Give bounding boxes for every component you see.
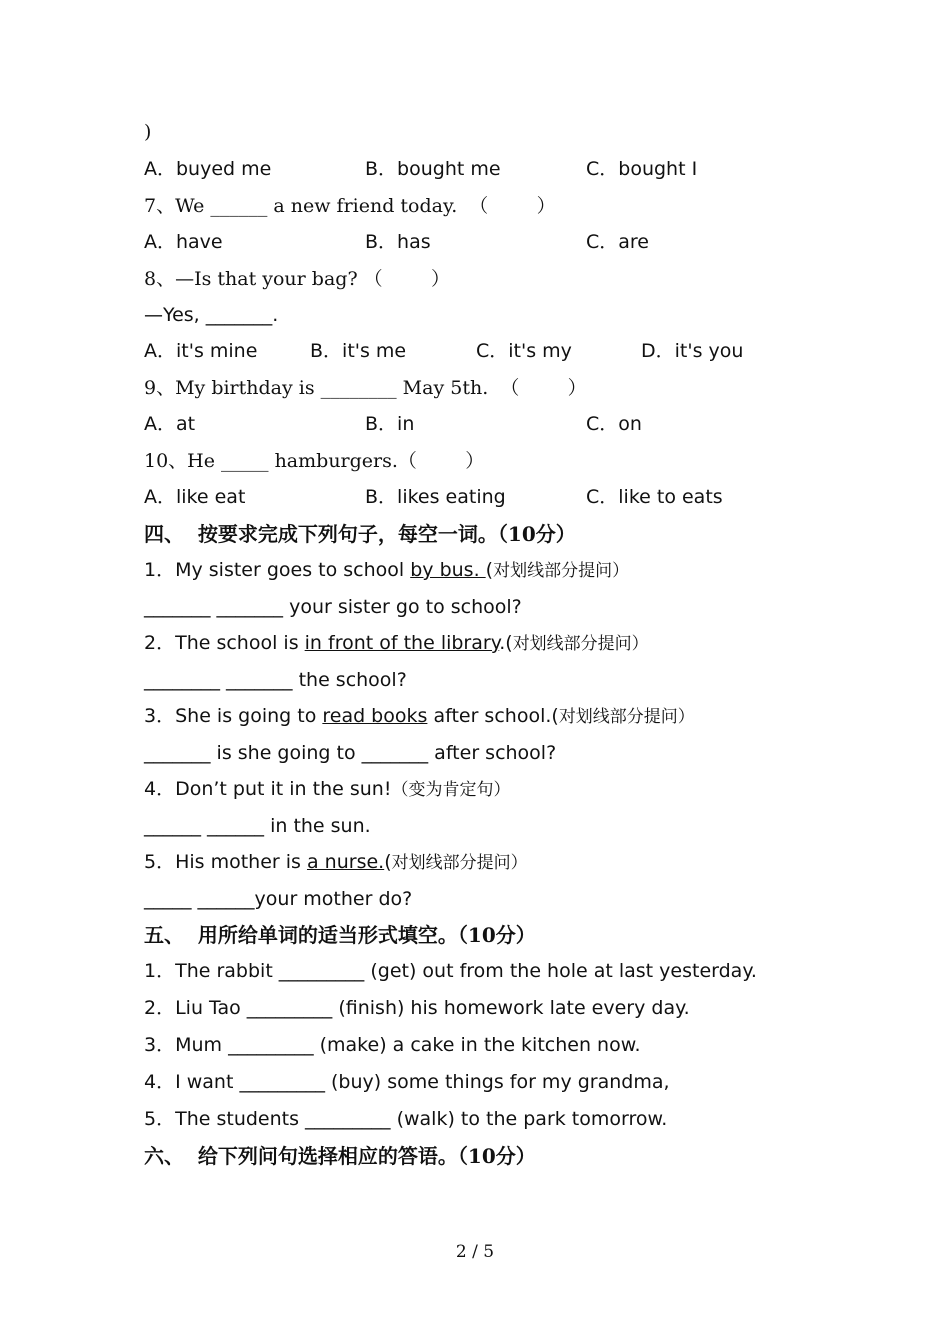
- page-number: 2 / 5: [455, 1242, 495, 1262]
- q9-option-a[interactable]: A．at: [144, 413, 196, 435]
- q8-option-a[interactable]: A．it's mine: [144, 340, 258, 362]
- s4-item-2: 2．The school is in front of the library.(对划线部分提问）: [144, 632, 649, 654]
- q10-option-b[interactable]: B．likes eating: [365, 486, 506, 508]
- q7-question: 7、We ______ a new friend today. （ ）: [144, 195, 556, 217]
- s5-item-2[interactable]: 2．Liu Tao _________ (finish) his homework late every day.: [144, 997, 690, 1019]
- q7-option-c[interactable]: C．are: [586, 231, 649, 253]
- q8-question: 8、—Is that your bag? （ ）: [144, 268, 450, 290]
- s4-item-4: 4．Don’t put it in the sun!（变为肯定句）: [144, 778, 511, 800]
- q8-answer-line: —Yes, _______.: [144, 304, 279, 326]
- section5-heading: 五、 用所给单词的适当形式填空。（10分）: [144, 923, 536, 947]
- q9-option-c[interactable]: C．on: [586, 413, 642, 435]
- underlined-phrase: read books: [322, 705, 428, 727]
- s5-item-1[interactable]: 1．The rabbit _________ (get) out from the hole at last yesterday.: [144, 960, 757, 982]
- q7-option-a[interactable]: A．have: [144, 231, 223, 253]
- s4-item-3-answer[interactable]: _______ is she going to _______ after school?: [144, 742, 557, 764]
- q10-option-c[interactable]: C．like to eats: [586, 486, 723, 508]
- q9-question: 9、My birthday is ________ May 5th. （ ）: [144, 377, 587, 399]
- underlined-phrase: a nurse.: [306, 851, 385, 873]
- q6-paren-close: ): [144, 121, 152, 143]
- q9-option-b[interactable]: B．in: [365, 413, 415, 435]
- q8-option-b[interactable]: B．it's me: [310, 340, 407, 362]
- s4-item-5-answer[interactable]: _____ ______your mother do?: [144, 888, 413, 910]
- q10-option-a[interactable]: A．like eat: [144, 486, 246, 508]
- s5-item-5[interactable]: 5．The students _________ (walk) to the park tomorrow.: [144, 1108, 668, 1130]
- q7-option-b[interactable]: B．has: [365, 231, 431, 253]
- section6-heading: 六、 给下列问句选择相应的答语。（10分）: [144, 1144, 536, 1168]
- q6-option-c[interactable]: C．bought I: [586, 158, 698, 180]
- underlined-phrase: by bus.: [410, 559, 486, 581]
- s5-item-3[interactable]: 3．Mum _________ (make) a cake in the kitchen now.: [144, 1034, 641, 1056]
- s5-item-4[interactable]: 4．I want _________ (buy) some things for my grandma,: [144, 1071, 670, 1093]
- q10-question: 10、He _____ hamburgers.（ ）: [144, 450, 485, 472]
- s4-item-1: 1．My sister goes to school by bus. (对划线部分提问）: [144, 559, 630, 581]
- section4-heading: 四、 按要求完成下列句子，每空一词。（10分）: [144, 522, 576, 546]
- q6-option-b[interactable]: B．bought me: [365, 158, 501, 180]
- s4-item-4-answer[interactable]: ______ ______ in the sun.: [144, 815, 371, 837]
- q8-option-c[interactable]: C．it's my: [476, 340, 572, 362]
- q6-option-a[interactable]: A．buyed me: [144, 158, 272, 180]
- s4-item-1-answer[interactable]: _______ _______ your sister go to school?: [144, 596, 522, 618]
- underlined-phrase: in front of the library: [304, 632, 500, 654]
- s4-item-2-answer[interactable]: ________ _______ the school?: [144, 669, 407, 691]
- s4-item-5: 5．His mother is a nurse.(对划线部分提问）: [144, 851, 528, 873]
- q8-option-d[interactable]: D．it's you: [641, 340, 744, 362]
- s4-item-3: 3．She is going to read books after school.(对划线部分提问）: [144, 705, 695, 727]
